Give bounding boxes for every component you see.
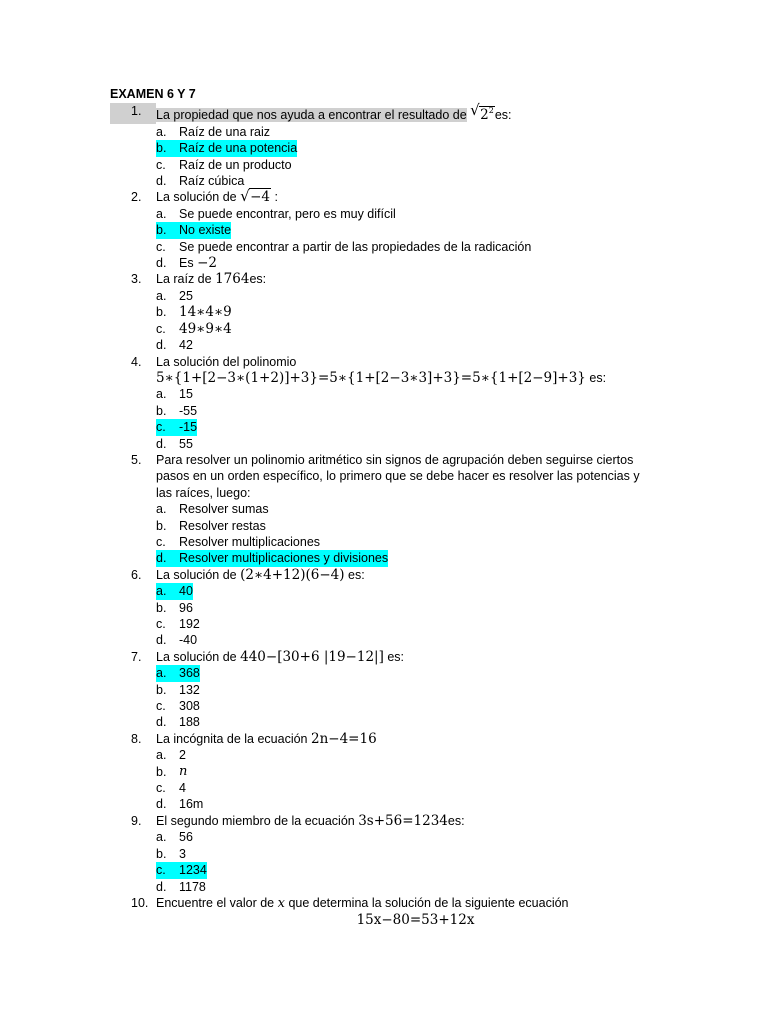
option[interactable]: d. Raíz cúbica [156,174,245,189]
option[interactable]: a. 25 [156,288,193,303]
math-expression: 5∗{1+[2−3∗(1+2)]+3}=5∗{1+[2−3∗3]+3}=5∗{1+[2−9]+3} [156,369,586,386]
option[interactable]: b. 3 [156,846,186,861]
question-text: La solución de [156,190,237,205]
option[interactable]: d. 42 [156,338,193,353]
question-4: 4. La solución del polinomio 5∗{1+[2−3∗(1+2)]+3}=5∗{1+[2−3∗3]+3}=5∗{1+[2−9]+3} es: [110,354,655,387]
question-text: La incógnita de la ecuación [156,731,308,746]
question-text: La propiedad que nos ayuda a encontrar el resultado de [156,108,467,123]
question-text-line: las raíces, luego: [156,485,251,500]
option[interactable]: d. 1178 [156,879,206,894]
question-number: 5. [131,452,142,467]
question-text-end: es: [494,108,512,123]
sqrt-expression: √ $2^2$ [470,103,495,123]
option[interactable]: c. 308 [156,699,200,714]
option[interactable]: b. 96 [156,600,193,615]
question-number: 6. [131,567,142,582]
question-9: 9. El segundo miembro de la ecuación 3s+56=1234es: [110,813,655,829]
option[interactable]: b. 132 [156,682,200,697]
option[interactable]: c. 4 [156,781,186,796]
option-correct[interactable]: c. -15 [156,420,198,435]
question-number: 7. [131,649,142,664]
question-6: 6. La solución de (2∗4+12)(6−4) es: [110,567,655,583]
math-expression: 3s+56=1234 [358,812,448,829]
equation: 15x−80=53+12x [356,912,475,929]
option[interactable]: c. 49∗9∗4 [156,320,232,337]
question-8 [110,731,655,747]
question-number: 2. [131,190,142,205]
option[interactable]: c. Se puede encontrar a partir de las propiedades de la radicación [156,239,532,254]
question-1 [110,103,655,123]
option[interactable]: a. Se puede encontrar, pero es muy difícil [156,206,396,221]
question-text: La solución de [156,567,237,582]
option[interactable]: b. Resolver restas [156,518,266,533]
option-correct[interactable]: a. 368 [156,666,200,681]
option[interactable]: d. Es −2 [156,255,217,272]
option-correct[interactable]: d. Resolver multiplicaciones y divisiones [156,551,389,566]
option[interactable]: b. -55 [156,403,198,418]
question-text: La raíz de [156,272,212,287]
option[interactable]: b. n [156,763,188,779]
question-2: 2. La solución de √ −4 : [110,189,655,205]
math-expression: 440−[30+6 |19−12|] [240,648,384,665]
question-3: 3. La raíz de 1764es: [110,271,655,287]
option[interactable]: a. 2 [156,748,186,763]
option-correct[interactable]: b. Raíz de una potencia [156,141,298,156]
question-number: 3. [131,272,142,287]
question-number: 9. [131,813,142,828]
sqrt-expression: √ −4 [240,189,271,205]
math-expression: 2n−4=16 [311,730,377,747]
question-text: La solución de [156,649,237,664]
question-number: 1. [110,103,156,123]
option[interactable]: c. Raíz de un producto [156,157,292,172]
question-text: La solución del polinomio [156,354,297,369]
option[interactable]: a. Resolver sumas [156,502,269,517]
math-expression: (2∗4+12)(6−4) [240,566,345,583]
option[interactable]: d. 188 [156,715,200,730]
option-correct[interactable]: c. 1234 [156,863,207,878]
option[interactable]: c. 192 [156,617,200,631]
option[interactable]: a. Raíz de una raiz [156,124,271,139]
question-text-line: Para resolver un polinomio aritmético sin signos de agrupación deben seguirse ciertos [156,452,634,467]
question-5 [110,452,655,501]
question-number: 10. [131,895,149,910]
option[interactable]: d. 55 [156,436,193,451]
option-correct[interactable]: a. 40 [156,584,193,599]
math-expression: 1764 [215,271,250,288]
question-7: 7. La solución de 440−[30+6 |19−12|] es: [110,649,655,665]
option-correct[interactable]: b. No existe [156,223,232,238]
option[interactable]: a. 15 [156,387,193,402]
option[interactable]: d. 16m [156,797,204,812]
question-number: 8. [131,731,142,746]
question-10: 10. Encuentre el valor de x que determina la solución de la siguiente ecuación 15x−80=53+12x [110,895,655,929]
option[interactable]: d. -40 [156,633,198,648]
question-text: Encuentre el valor de [156,895,275,910]
option[interactable]: c. Resolver multiplicaciones [156,534,321,549]
option[interactable]: b. 14∗4∗9 [156,304,232,321]
exam-document [110,86,655,929]
variable-x: x [277,895,285,911]
question-text: El segundo miembro de la ecuación [156,813,355,828]
option[interactable]: a. 56 [156,830,193,845]
exam-title: EXAMEN 6 Y 7 [110,87,196,101]
question-number: 4. [131,354,142,369]
question-text-line: pasos en un orden específico, lo primero que se debe hacer es resolver las potencias y [156,469,640,484]
